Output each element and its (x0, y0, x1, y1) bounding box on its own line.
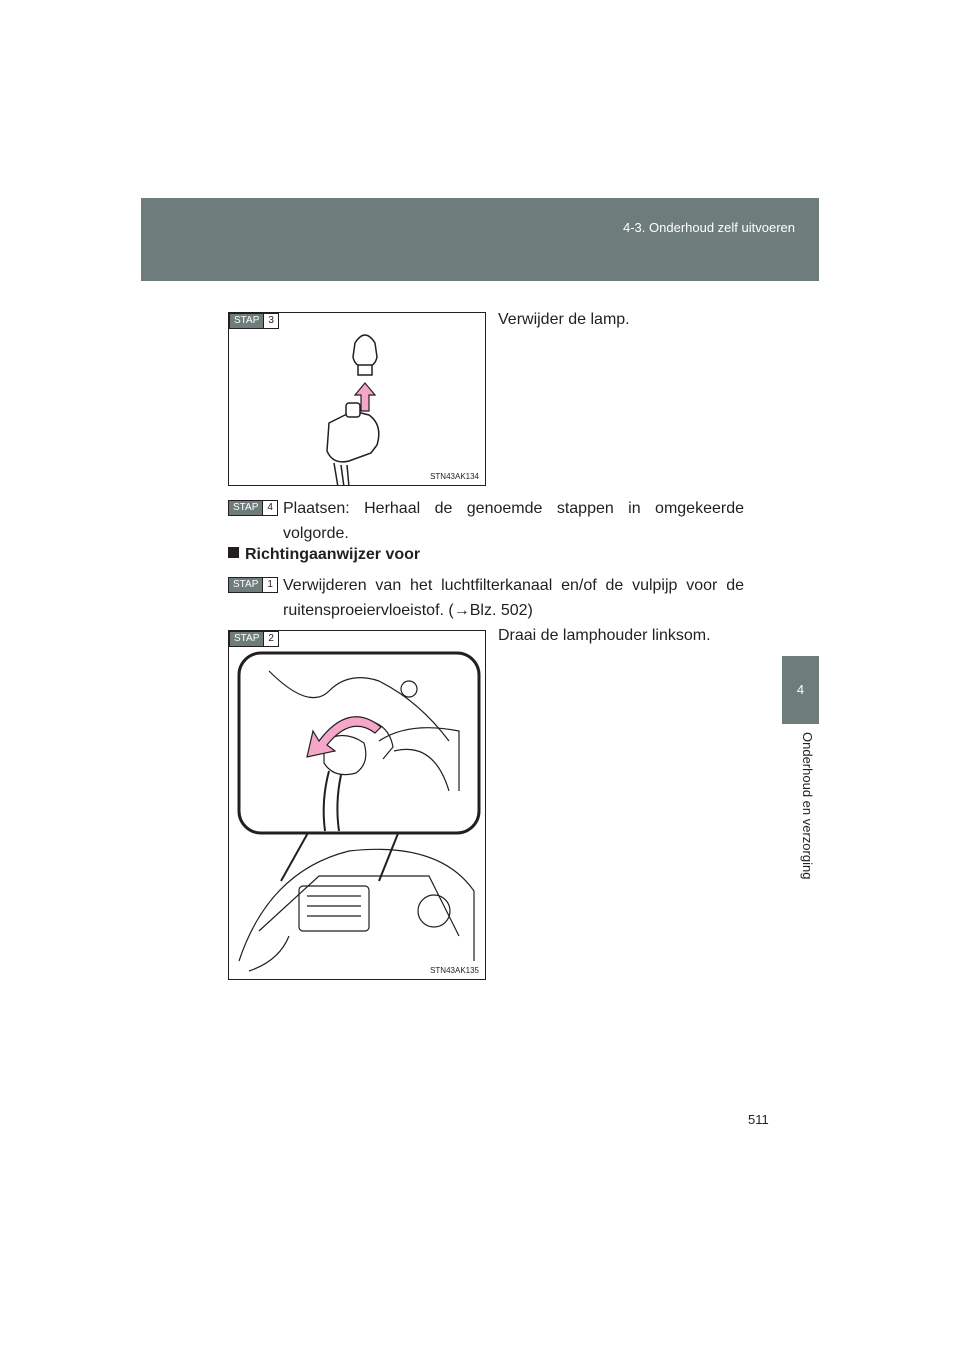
header-title: 4-3. Onderhoud zelf uitvoeren (623, 220, 795, 235)
figure-caption: Verwijder de lamp. (498, 311, 630, 328)
figure-rotate-holder (228, 630, 486, 980)
figure-code: STN43AK135 (430, 966, 479, 975)
engine-bay-illustration (229, 631, 485, 979)
chapter-label: Onderhoud en verzorging (800, 732, 815, 880)
step-text: Plaatsen: Herhaal de genoemde stappen in omgekeerde volgorde. (283, 500, 744, 542)
step-badge: STAP 4 (228, 500, 278, 516)
step-text: Verwijderen van het luchtfilterkanaal en/of de vulpijp voor de ruitensproeiervloeistof. (→Blz. 502) (283, 577, 744, 619)
header-bar (141, 198, 819, 281)
chapter-tab: 4 (782, 656, 819, 724)
step-badge: STAP 2 (229, 631, 279, 647)
square-bullet-icon (228, 547, 239, 558)
figure-caption: Draai de lamphouder linksom. (498, 627, 711, 644)
section-heading: Richtingaanwijzer voor (228, 546, 420, 564)
step-badge: STAP 1 (228, 577, 278, 593)
step-row (228, 573, 744, 623)
figure-code: STN43AK134 (430, 472, 479, 481)
step-row (228, 496, 744, 546)
page-number: 511 (748, 1112, 769, 1127)
figure-remove-bulb (228, 312, 486, 486)
bulb-illustration (229, 313, 485, 485)
step-badge: STAP 3 (229, 313, 279, 329)
